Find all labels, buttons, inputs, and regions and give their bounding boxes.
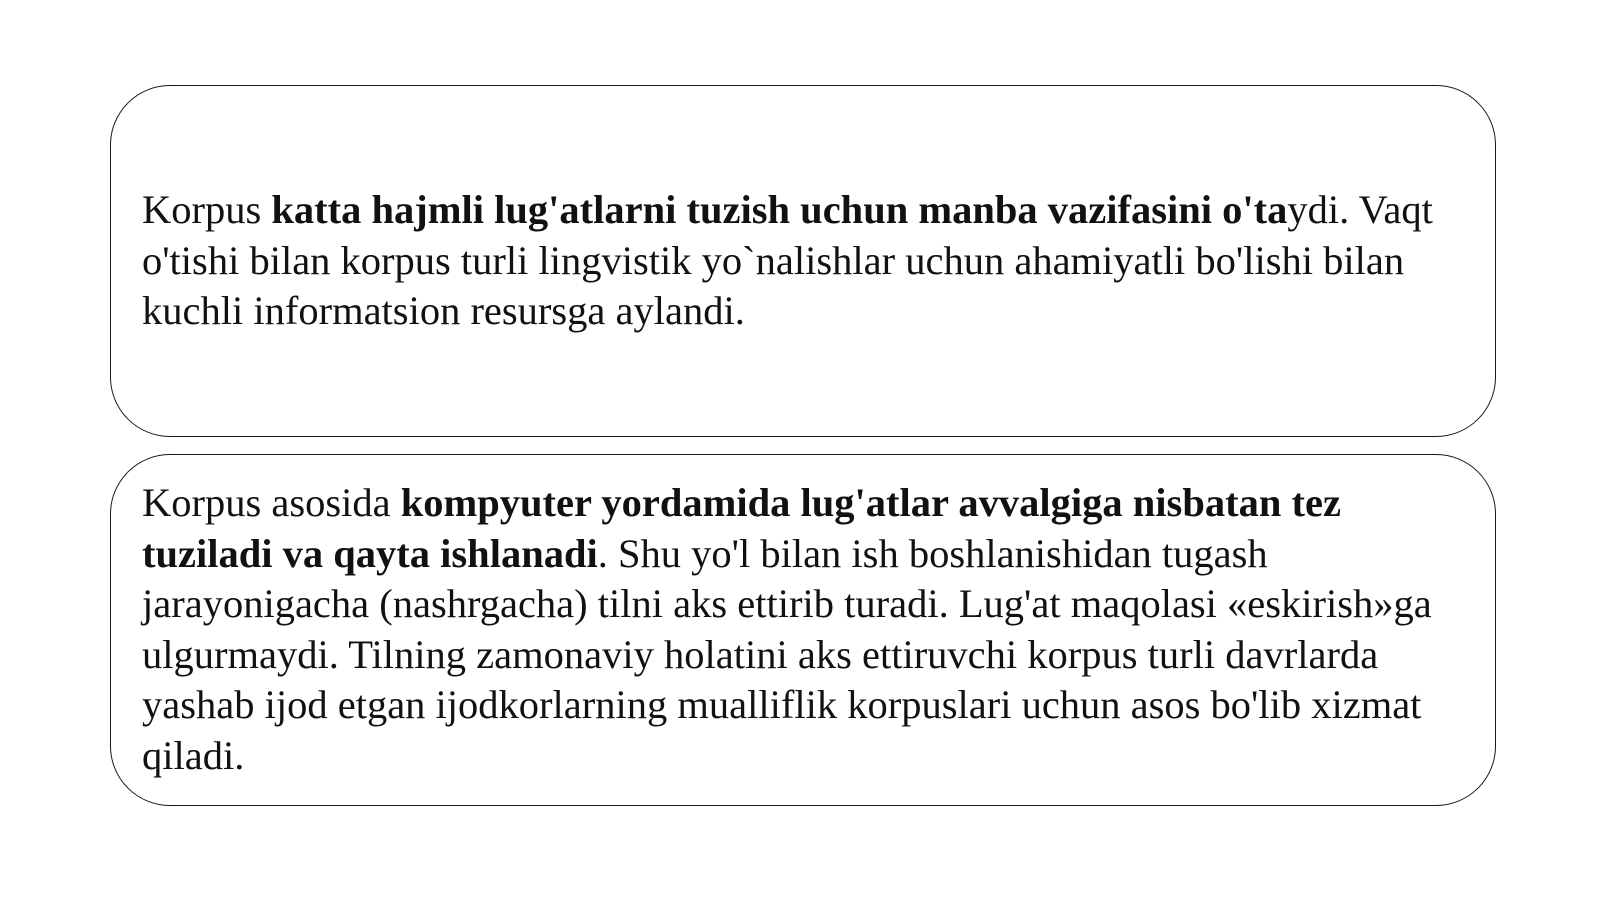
- paragraph-lead-text: Korpus asosida: [142, 480, 401, 525]
- paragraph-corpus-computer-dictionaries: [142, 478, 1465, 781]
- text-box-corpus-computer-dictionaries: [110, 454, 1496, 806]
- paragraph-tail-text: . Shu yo'l bilan ish boshlanishidan tugash jarayonigacha (nashrgacha) tilni aks ettirib turadi. Lug'at maqolasi «eskirish»ga ulgurmaydi. Tilning zamonaviy holatini aks ettiruvchi korpus turli davrlarda yashab ijod etgan ijodkorlarning mualliflik korpuslari uchun asos bo'lib xizmat qiladi.: [142, 530, 1432, 778]
- paragraph-bold-text: kompyuter yordamida lug'atlar avvalgiga nisbatan tez tuziladi va qayta ishlanadi: [142, 480, 1341, 576]
- paragraph-tail-text: ydi. Vaqt o'tishi bilan korpus turli lingvistik yo`nalishlar uchun ahamiyatli bo'lishi bilan kuchli informatsion resursga aylandi.: [142, 187, 1433, 334]
- paragraph-corpus-dictionary-source: [142, 185, 1465, 337]
- text-box-corpus-dictionary-source: [110, 85, 1496, 437]
- paragraph-lead-text: Korpus: [142, 187, 272, 233]
- paragraph-bold-text: katta hajmli lug'atlarni tuzish uchun manba vazifasini o'ta: [271, 187, 1288, 233]
